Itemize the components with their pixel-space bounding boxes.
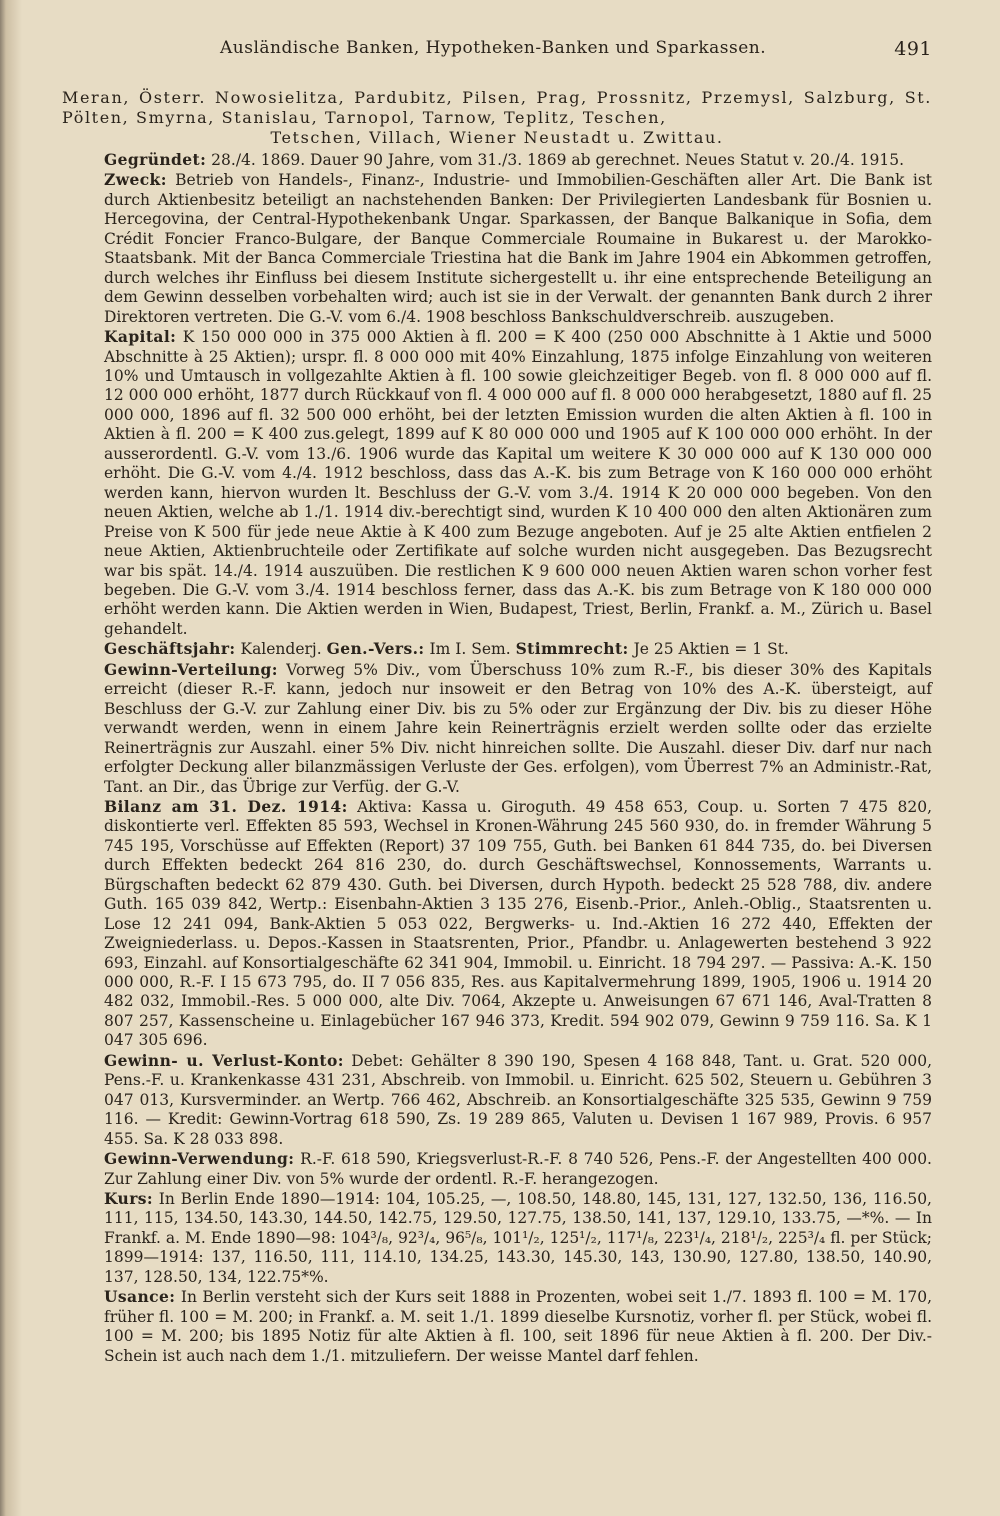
section-label: Gen.-Vers.: (326, 639, 425, 659)
section-usance (62, 1287, 932, 1366)
section-label: Stimmrecht: (515, 639, 629, 659)
section-text: Aktiva: Kassa u. Giroguth. 49 458 653, Coup. u. Sorten 7 475 820, diskontierte verl. Effekten 85 593, Wechsel in Kronen-Währung 245 560 930, do. in fremder Währung 5 745 195, Vorschüsse auf Effekten (Report) 37 109 755, Guth. bei Banken 61 844 735, do. bei Diversen durch Effekten bedeckt 264 816 230, do. durch Geschäftswechsel, Konnossements, Warrants u. Bürgschaften bedeckt 62 879 430. Guth. bei Diversen, durch Hypoth. bedeckt 25 528 788, div. andere Guth. 165 039 842, Wertp.: Eisenbahn-Aktien 3 135 276, Eisenb.-Prior., Anleh.-Oblig., Staatsrenten u. Lose 12 241 094, Bank-Aktien 5 053 022, Bergwerks- u. Ind.-Aktien 16 272 440, Effekten der Zweigniederlass. u. Depos.-Kassen in Staatsrenten, Prior., Pfandbr. u. Anlagewerten bestehend 3 922 693, Einzahl. auf Konsortialgeschäfte 62 341 904, Immobil. u. Einricht. 18 794 297. — Passiva: A.-K. 150 000 000, R.-F. I 15 673 795, do. II 7 056 835, Res. aus Kapitalvermehrung 1899, 1905, 1906 u. 1914 20 482 032, Immobil.-Res. 5 000 000, alte Div. 7064, Akzepte u. Anweisungen 67 671 146, Aval-Tratten 8 807 257, Kassenscheine u. Einlagebücher 167 946 373, Kredit. 594 902 079, Gewinn 9 759 116. Sa. K 1 047 305 696. (104, 797, 932, 1050)
section-text: Je 25 Aktien = 1 St. (633, 640, 789, 659)
running-title: Ausländische Banken, Hypotheken-Banken und Sparkassen. (220, 38, 767, 58)
page-header (62, 36, 932, 66)
section-label: Kurs: (104, 1189, 154, 1209)
section-text: Vorweg 5% Div., vom Überschuss 10% zum R.-F., bis dieser 30% des Kapitals erreicht (dieser R.-F. kann, jedoch nur insoweit er den Betrag von 10% des A.-K. übersteigt, auf Beschluss der G.-V. zur Zahlung einer Div. bis zu 5% oder zur Ergänzung der Div. bis zu dieser Höhe verwandt werden, wenn in einem Jahre kein Reinerträgnis erzielt werden sollte oder das erzielte Reinerträgnis zur Auszahl. einer 5% Div. nicht hinreichen sollte. Die Auszahl. dieser Div. darf nur nach erfolgter Deckung aller bilanzmässigen Verluste der Ges. erfolgen), vom Überrest 7% an Administr.-Rat, Tant. an Dir., das Übrige zur Verfüg. der G.-V. (104, 660, 932, 796)
branch-locations-line: Tetschen, Villach, Wiener Neustadt u. Zwittau. (270, 128, 724, 147)
section-gewinn-verwendung (62, 1149, 932, 1189)
page-binding-edge (0, 0, 30, 1516)
section-text: In Berlin Ende 1890—1914: 104, 105.25, —, 108.50, 148.80, 145, 131, 127, 132.50, 136, 116.50, 111, 115, 134.50, 143.30, 144.50, 142.75, 129.50, 127.75, 138.50, 141, 137, 129.10, 133.75, —*%. — In Frankf. a. M. Ende 1890—98: 104³/₈, 92³/₄, 96⁵/₈, 101¹/₂, 125¹/₂, 117¹/₈, 223¹/₄, 218¹/₂, 225³/₄ fl. per Stück; 1899—1914: 137, 116.50, 111, 114.10, 134.25, 143.30, 145.30, 143, 130.90, 127.80, 138.50, 140.90, 137, 128.50, 134, 122.75*%. (104, 1190, 932, 1286)
entry-body (62, 150, 932, 1366)
section-text: 28./4. 1869. Dauer 90 Jahre, vom 31./3. 1869 ab gerechnet. Neues Statut v. 20./4. 1915. (211, 151, 905, 169)
section-label: Gewinn-Verwendung: (104, 1149, 295, 1169)
section-kapital (62, 327, 932, 639)
section-bilanz (62, 797, 932, 1051)
section-gewinn-verteilung (62, 660, 932, 797)
branch-locations-line: Meran, Österr. Nowosielitza, Pardubitz, Pilsen, Prag, Prossnitz, Przemysl, Salzburg, St. Pölten, Smyrna, Stanislau, Tarnopol, Tarnow, Teplitz, Teschen, (62, 88, 932, 127)
section-label: Bilanz am 31. Dez. 1914: (104, 796, 348, 816)
section-text: Im I. Sem. (429, 640, 511, 659)
branch-locations (62, 88, 932, 148)
section-label: Gegründet: (104, 150, 207, 169)
section-geschaeftsjahr (62, 639, 932, 659)
section-text: Betrieb von Handels-, Finanz-, Industrie- und Immobilien-Geschäften aller Art. Die Bank ist durch Aktienbesitz beteiligt an nachstehenden Banken: Der Privilegierten Landesbank für Bosnien u. Hercegovina, der Central-Hypothekenbank Ungar. Sparkassen, der Banque Balkanique in Sofia, dem Crédit Foncier Franco-Bulgare, der Banque Commerciale Roumaine in Bukarest u. der Marokko-Staatsbank. Mit der Banca Commerciale Triestina hat die Bank im Jahre 1904 ein Abkommen getroffen, durch welches ihr Einfluss bei diesem Institute sichergestellt u. ihr eine entsprechende Beteiligung an dem Gewinn desselben vorbehalten wird; auch ist sie in der Verwalt. der genannten Bank durch 2 ihrer Direktoren vertreten. Die G.-V. vom 6./4. 1908 beschloss Bankschuldverschreib. auszugeben. (104, 171, 932, 326)
section-gewinn-verlust (62, 1051, 932, 1149)
section-text: Kalenderj. (240, 640, 322, 659)
section-label: Zweck: (104, 170, 167, 190)
section-gegruendet (62, 150, 932, 170)
section-zweck (62, 170, 932, 327)
section-text: R.-F. 618 590, Kriegsverlust-R.-F. 8 740 526, Pens.-F. der Angestellten 400 000. Zur Zahlung einer Div. von 5% wurde der ordentl. R.-F. herangezogen. (104, 1150, 932, 1188)
section-text: K 150 000 000 in 375 000 Aktien à fl. 200 = K 400 (250 000 Abschnitte à 1 Aktie und 5000 Abschnitte à 25 Aktien); urspr. fl. 8 000 000 mit 40% Einzahlung, 1875 infolge Einzahlung von weiteren 10% und Umtausch in vollgezahlte Aktien à fl. 100 sowie gleichzeitiger Begeb. von fl. 8 000 000 auf fl. 12 000 000 erhöht, 1877 durch Rückkauf von fl. 4 000 000 auf fl. 8 000 000 herabgesetzt, 1880 auf fl. 25 000 000, 1896 auf fl. 32 500 000 erhöht, bei der letzten Emission wurden die alten Aktien à fl. 100 in Aktien à fl. 200 = K 400 zus.gelegt, 1899 auf K 80 000 000 und 1905 auf K 100 000 000 erhöht. In der ausserordentl. G.-V. vom 13./6. 1906 wurde das Kapital um weitere K 30 000 000 auf K 130 000 000 erhöht. Die G.-V. vom 4./4. 1912 beschloss, dass das A.-K. bis zum Betrage von K 160 000 000 erhöht werden kann, hiervon wurden lt. Beschluss der G.-V. vom 3./4. 1914 K 20 000 000 begeben. Von den neuen Aktien, welche ab 1./1. 1914 div.-berechtigt sind, wurden K 10 400 000 den alten Aktionären zum Preise von K 500 für jede neue Aktie à K 400 zum Bezuge angeboten. Auf je 25 alte Aktien entfielen 2 neue Aktien, Aktienbruchteile oder Zertifikate auf solche wurden nicht ausgegeben. Das Bezugsrecht war bis spät. 14./4. 1914 auszuüben. Die restlichen K 9 600 000 neuen Aktien waren schon vorher fest begeben. Die G.-V. vom 3./4. 1914 beschloss ferner, dass das A.-K. bis zum Betrage von K 180 000 000 erhöht werden kann. Die Aktien werden in Wien, Budapest, Triest, Berlin, Frankf. a. M., Zürich u. Basel gehandelt. (104, 328, 932, 638)
section-text: In Berlin versteht sich der Kurs seit 1888 in Prozenten, wobei seit 1./7. 1893 fl. 100 = M. 170, früher fl. 100 = M. 200; in Frankf. a. M. seit 1./1. 1899 dieselbe Kursnotiz, vorher fl. per Stück, wobei fl. 100 = M. 200; bis 1895 Notiz für alte Aktien à fl. 100, seit 1896 für neue Aktien à fl. 200. Der Div.-Schein ist auch nach dem 1./1. mitzuliefern. Der weisse Mantel darf fehlen. (104, 1288, 932, 1365)
document-page (62, 36, 932, 1366)
section-text: Debet: Gehälter 8 390 190, Spesen 4 168 848, Tant. u. Grat. 520 000, Pens.-F. u. Krankenkasse 431 231, Abschreib. von Immobil. u. Einricht. 625 502, Steuern u. Gebühren 3 047 013, Kursverminder. an Wertp. 766 462, Abschreib. an Konsortialgeschäfte 325 535, Gewinn 9 759 116. — Kredit: Gewinn-Vortrag 618 590, Zs. 19 289 865, Valuten u. Devisen 1 167 989, Provis. 6 957 455. Sa. K 28 033 898. (104, 1051, 932, 1148)
section-label: Geschäftsjahr: (104, 639, 236, 659)
section-label: Gewinn-Verteilung: (104, 659, 278, 679)
section-label: Gewinn- u. Verlust-Konto: (104, 1050, 344, 1070)
section-label: Usance: (104, 1287, 176, 1307)
section-label: Kapital: (104, 327, 177, 347)
section-kurs (62, 1189, 932, 1287)
page-number: 491 (894, 38, 932, 60)
